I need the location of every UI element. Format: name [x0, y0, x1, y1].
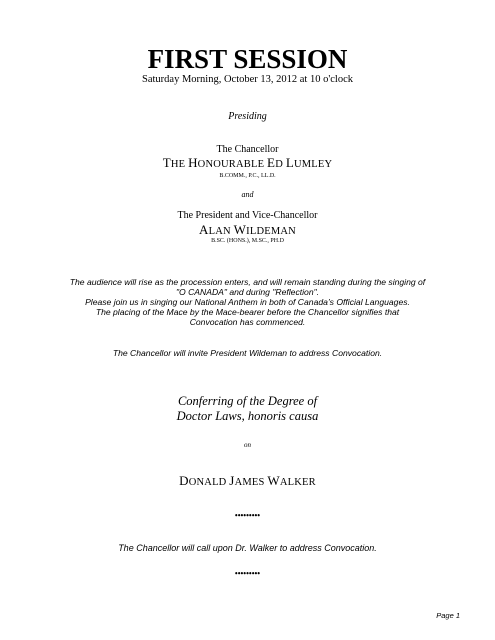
call-instruction: The Chancellor will call upon Dr. Walker to address Convocation.	[118, 543, 377, 553]
president-role: The President and Vice-Chancellor	[177, 210, 318, 221]
session-datetime: Saturday Morning, October 13, 2012 at 10 o'clock	[142, 74, 353, 85]
degree-line: Doctor Laws, honoris causa	[176, 409, 319, 423]
separator-dots: •••••••••	[234, 569, 261, 578]
and-label: and	[241, 190, 254, 199]
chancellor-name: THE HONOURABLE ED LUMLEY	[162, 155, 333, 170]
chancellor-degrees: B.COMM., P.C., LL.D.	[219, 173, 276, 179]
page-number: Page 1	[436, 611, 460, 620]
presiding-label: Presiding	[228, 111, 267, 122]
instruction-line: The placing of the Mace by the Mace-bearer before the Chancellor signifies that	[95, 307, 400, 317]
separator-dots: •••••••••	[234, 511, 261, 520]
instruction-line: The audience will rise as the procession enters, and will remain standing during the singing of	[69, 277, 426, 287]
invite-instruction: The Chancellor will invite President Wildeman to address Convocation.	[112, 348, 383, 358]
on-label: on	[244, 441, 251, 449]
degree-line: Conferring of the Degree of	[177, 394, 318, 408]
session-title: FIRST SESSION	[147, 44, 348, 74]
president-name: ALAN WILDEMAN	[199, 222, 296, 237]
instruction-line: "O CANADA" and during "Reflection".	[175, 287, 320, 297]
recipient-name: DONALD JAMES WALKER	[179, 473, 316, 488]
chancellor-role: The Chancellor	[216, 144, 279, 155]
instruction-line: Convocation has commenced.	[189, 317, 306, 327]
instruction-line: Please join us in singing our National Anthem in both of Canada’s Official Languages.	[85, 297, 410, 307]
president-degrees: B.SC. (HONS.), M.SC., PH.D	[211, 238, 284, 244]
